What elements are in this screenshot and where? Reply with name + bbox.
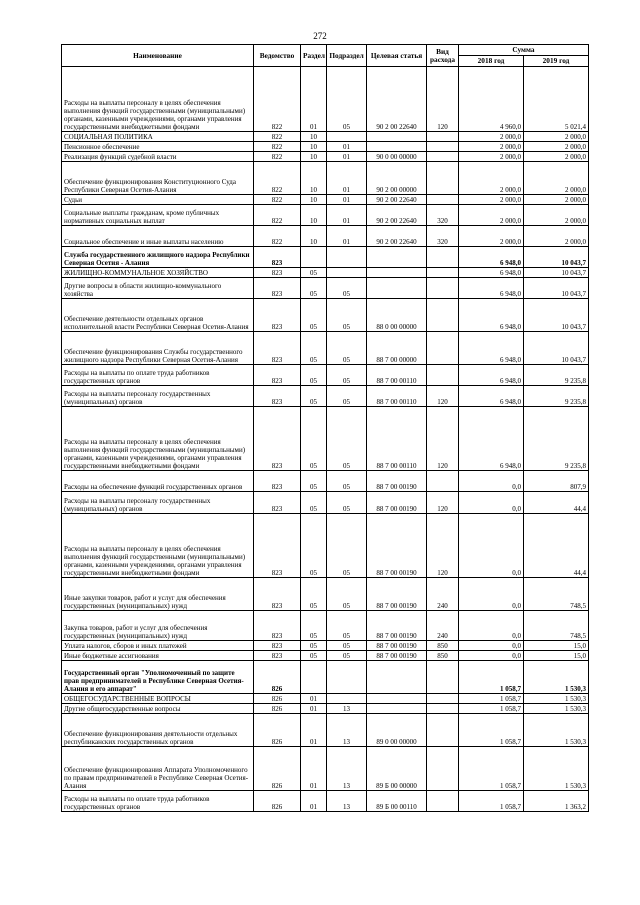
cell-sum-2018: 6 948,0 xyxy=(459,386,524,407)
cell-section: 05 xyxy=(301,365,327,386)
cell-expense-type: 120 xyxy=(427,492,459,514)
cell-sum-2019: 9 235,8 xyxy=(524,386,589,407)
cell-name: Расходы на обеспечение функций государственных органов xyxy=(62,471,254,492)
cell-expense-type xyxy=(427,694,459,704)
cell-section: 05 xyxy=(301,611,327,641)
cell-sum-2019: 2 000,0 xyxy=(524,142,589,152)
cell-sum-2019: 1 530,3 xyxy=(524,704,589,714)
cell-subsection: 05 xyxy=(327,386,367,407)
cell-subsection: 01 xyxy=(327,162,367,195)
table-row xyxy=(62,578,589,611)
cell-sum-2019: 2 000,0 xyxy=(524,195,589,205)
cell-target: 88 7 00 00190 xyxy=(367,611,427,641)
cell-name: Расходы на выплаты персоналу в целях обеспечения выполнения функций государственными (муниципальными) органами, казенными учреждениями, органами управления государственными внебюджетными фондами xyxy=(62,514,254,578)
cell-subsection xyxy=(327,694,367,704)
cell-target: 88 7 00 00110 xyxy=(367,386,427,407)
cell-section: 01 xyxy=(301,747,327,791)
cell-expense-type xyxy=(427,791,459,812)
cell-expense-type: 850 xyxy=(427,651,459,661)
cell-subsection: 05 xyxy=(327,332,367,365)
cell-sum-2018: 2 000,0 xyxy=(459,132,524,142)
cell-sum-2019: 2 000,0 xyxy=(524,162,589,195)
cell-name: Обеспечение функционирования деятельности отдельных республиканских государственных органов xyxy=(62,714,254,747)
cell-name: Социальное обеспечение и иные выплаты населению xyxy=(62,226,254,247)
cell-sum-2019: 10 043,7 xyxy=(524,332,589,365)
cell-dept: 822 xyxy=(254,205,301,226)
cell-section: 10 xyxy=(301,152,327,162)
cell-target: 88 7 00 00110 xyxy=(367,365,427,386)
cell-dept: 826 xyxy=(254,747,301,791)
cell-name: Пенсионное обеспечение xyxy=(62,142,254,152)
table-row xyxy=(62,132,589,142)
cell-target: 90 2 00 00000 xyxy=(367,162,427,195)
cell-subsection: 05 xyxy=(327,578,367,611)
cell-subsection: 01 xyxy=(327,152,367,162)
table-row xyxy=(62,268,589,278)
cell-sum-2018: 0,0 xyxy=(459,651,524,661)
cell-name: Расходы на выплаты по оплате труда работников государственных органов xyxy=(62,365,254,386)
table-row xyxy=(62,142,589,152)
cell-expense-type xyxy=(427,247,459,268)
cell-subsection: 05 xyxy=(327,514,367,578)
cell-sum-2019: 2 000,0 xyxy=(524,226,589,247)
cell-expense-type xyxy=(427,299,459,332)
cell-target: 88 7 00 00190 xyxy=(367,641,427,651)
cell-expense-type: 850 xyxy=(427,641,459,651)
cell-subsection: 05 xyxy=(327,471,367,492)
cell-dept: 823 xyxy=(254,514,301,578)
cell-target: 88 7 00 00000 xyxy=(367,332,427,365)
cell-sum-2018: 2 000,0 xyxy=(459,162,524,195)
cell-expense-type: 120 xyxy=(427,514,459,578)
cell-subsection: 01 xyxy=(327,205,367,226)
cell-sum-2019: 10 043,7 xyxy=(524,268,589,278)
cell-subsection: 05 xyxy=(327,299,367,332)
cell-target: 88 7 00 00190 xyxy=(367,651,427,661)
cell-expense-type xyxy=(427,162,459,195)
cell-section: 01 xyxy=(301,694,327,704)
cell-expense-type xyxy=(427,152,459,162)
cell-section: 01 xyxy=(301,704,327,714)
cell-sum-2018: 0,0 xyxy=(459,611,524,641)
cell-expense-type xyxy=(427,132,459,142)
cell-dept: 826 xyxy=(254,791,301,812)
cell-subsection: 01 xyxy=(327,195,367,205)
cell-sum-2018: 1 058,7 xyxy=(459,747,524,791)
cell-sum-2019: 9 235,8 xyxy=(524,365,589,386)
cell-section: 10 xyxy=(301,162,327,195)
cell-expense-type: 320 xyxy=(427,205,459,226)
cell-dept: 823 xyxy=(254,407,301,471)
cell-section: 10 xyxy=(301,226,327,247)
cell-section: 05 xyxy=(301,578,327,611)
cell-subsection: 05 xyxy=(327,67,367,132)
cell-subsection xyxy=(327,247,367,268)
cell-dept: 826 xyxy=(254,704,301,714)
cell-section: 05 xyxy=(301,514,327,578)
header-subsection: Подраздел xyxy=(327,45,367,67)
cell-target: 89 0 00 00000 xyxy=(367,714,427,747)
cell-target: 89 Б 00 00000 xyxy=(367,747,427,791)
table-row xyxy=(62,195,589,205)
cell-expense-type xyxy=(427,661,459,694)
cell-sum-2018: 6 948,0 xyxy=(459,407,524,471)
cell-name: Иные бюджетные ассигнования xyxy=(62,651,254,661)
table-body xyxy=(62,67,589,812)
cell-name: Иные закупки товаров, работ и услуг для обеспечения государственных (муниципальных) нужд xyxy=(62,578,254,611)
cell-name: Социальные выплаты гражданам, кроме публичных нормативных социальных выплат xyxy=(62,205,254,226)
cell-dept: 823 xyxy=(254,278,301,299)
cell-section: 05 xyxy=(301,278,327,299)
header-expense-type: Вид расхода xyxy=(427,45,459,67)
cell-sum-2019: 2 000,0 xyxy=(524,152,589,162)
cell-sum-2019: 44,4 xyxy=(524,514,589,578)
cell-sum-2018: 6 948,0 xyxy=(459,365,524,386)
cell-sum-2019: 44,4 xyxy=(524,492,589,514)
cell-sum-2018: 6 948,0 xyxy=(459,268,524,278)
cell-section: 05 xyxy=(301,332,327,365)
table-row xyxy=(62,247,589,268)
cell-name: Расходы на выплаты персоналу в целях обеспечения выполнения функций государственными (муниципальными) органами, казенными учреждениями, органами управления государственными внебюджетными фондами xyxy=(62,67,254,132)
cell-sum-2019: 1 363,2 xyxy=(524,791,589,812)
cell-target xyxy=(367,142,427,152)
cell-sum-2019: 807,9 xyxy=(524,471,589,492)
cell-section: 05 xyxy=(301,299,327,332)
cell-section xyxy=(301,661,327,694)
cell-subsection: 01 xyxy=(327,142,367,152)
cell-target: 90 2 00 22640 xyxy=(367,195,427,205)
cell-subsection: 05 xyxy=(327,641,367,651)
cell-dept: 823 xyxy=(254,365,301,386)
cell-sum-2018: 6 948,0 xyxy=(459,332,524,365)
table-row xyxy=(62,67,589,132)
cell-sum-2019: 1 530,3 xyxy=(524,747,589,791)
cell-dept: 822 xyxy=(254,67,301,132)
cell-sum-2019: 748,5 xyxy=(524,611,589,641)
cell-expense-type: 320 xyxy=(427,226,459,247)
cell-section: 01 xyxy=(301,67,327,132)
cell-target: 88 7 00 00110 xyxy=(367,407,427,471)
header-year-2019: 2019 год xyxy=(524,56,589,67)
cell-sum-2018: 1 058,7 xyxy=(459,791,524,812)
cell-subsection: 05 xyxy=(327,651,367,661)
header-target: Целевая статья xyxy=(367,45,427,67)
cell-sum-2018: 0,0 xyxy=(459,514,524,578)
cell-dept: 823 xyxy=(254,611,301,641)
cell-name: Расходы на выплаты персоналу государственных (муниципальных) органов xyxy=(62,386,254,407)
cell-sum-2018: 0,0 xyxy=(459,471,524,492)
cell-dept: 823 xyxy=(254,247,301,268)
cell-expense-type xyxy=(427,747,459,791)
cell-sum-2019: 5 021,4 xyxy=(524,67,589,132)
cell-subsection: 13 xyxy=(327,791,367,812)
cell-dept: 822 xyxy=(254,226,301,247)
table-row xyxy=(62,471,589,492)
cell-section: 01 xyxy=(301,791,327,812)
cell-name: Другие общегосударственные вопросы xyxy=(62,704,254,714)
cell-sum-2018: 2 000,0 xyxy=(459,205,524,226)
cell-dept: 823 xyxy=(254,332,301,365)
table-row xyxy=(62,641,589,651)
table-row xyxy=(62,205,589,226)
cell-dept: 823 xyxy=(254,386,301,407)
cell-target xyxy=(367,661,427,694)
table-row xyxy=(62,365,589,386)
cell-subsection xyxy=(327,132,367,142)
cell-name: Расходы на выплаты персоналу в целях обеспечения выполнения функций государственными (муниципальными) органами, казенными учреждениями, органами управления государственными внебюджетными фондами xyxy=(62,407,254,471)
cell-section: 10 xyxy=(301,205,327,226)
table-row xyxy=(62,694,589,704)
header-dept: Ведомство xyxy=(254,45,301,67)
table-row xyxy=(62,704,589,714)
cell-dept: 823 xyxy=(254,578,301,611)
cell-section: 05 xyxy=(301,651,327,661)
cell-sum-2018: 1 058,7 xyxy=(459,704,524,714)
header-year-2018: 2018 год xyxy=(459,56,524,67)
cell-sum-2019: 2 000,0 xyxy=(524,205,589,226)
budget-table xyxy=(61,44,589,812)
table-row xyxy=(62,332,589,365)
cell-sum-2018: 2 000,0 xyxy=(459,226,524,247)
cell-sum-2019: 748,5 xyxy=(524,578,589,611)
cell-sum-2019: 10 043,7 xyxy=(524,299,589,332)
cell-name: Обеспечение функционирования Службы государственного жилищного надзора Республики Северная Осетия-Алания xyxy=(62,332,254,365)
cell-section: 05 xyxy=(301,641,327,651)
cell-section: 05 xyxy=(301,492,327,514)
cell-target xyxy=(367,278,427,299)
cell-expense-type xyxy=(427,471,459,492)
cell-dept: 823 xyxy=(254,651,301,661)
cell-subsection xyxy=(327,661,367,694)
cell-target: 90 2 00 22640 xyxy=(367,205,427,226)
cell-dept: 826 xyxy=(254,714,301,747)
cell-dept: 826 xyxy=(254,694,301,704)
cell-sum-2019: 9 235,8 xyxy=(524,407,589,471)
table-row xyxy=(62,747,589,791)
cell-section: 10 xyxy=(301,195,327,205)
page-number: 272 xyxy=(313,31,327,41)
cell-sum-2018: 0,0 xyxy=(459,578,524,611)
cell-name: Обеспечение деятельности отдельных органов исполнительной власти Республики Северная Осетия-Алания xyxy=(62,299,254,332)
cell-target: 90 2 00 22640 xyxy=(367,226,427,247)
table-row xyxy=(62,651,589,661)
table-row xyxy=(62,714,589,747)
cell-target xyxy=(367,247,427,268)
cell-name: ОБЩЕГОСУДАРСТВЕННЫЕ ВОПРОСЫ xyxy=(62,694,254,704)
table-row xyxy=(62,514,589,578)
cell-subsection: 13 xyxy=(327,747,367,791)
cell-subsection: 05 xyxy=(327,278,367,299)
cell-section: 05 xyxy=(301,268,327,278)
cell-subsection xyxy=(327,268,367,278)
cell-subsection: 05 xyxy=(327,492,367,514)
cell-section: 05 xyxy=(301,386,327,407)
cell-name: Обеспечение функционирования Конституционного Суда Республики Северная Осетия-Алания xyxy=(62,162,254,195)
cell-sum-2018: 6 948,0 xyxy=(459,278,524,299)
cell-target: 90 2 00 22640 xyxy=(367,67,427,132)
cell-sum-2019: 2 000,0 xyxy=(524,132,589,142)
cell-expense-type xyxy=(427,278,459,299)
cell-name: Обеспечение функционирования Аппарата Уполномоченного по правам предпринимателей в Республике Северная Осетия-Алания xyxy=(62,747,254,791)
header-sum: Сумма xyxy=(459,45,589,56)
cell-target: 88 0 00 00000 xyxy=(367,299,427,332)
cell-sum-2018: 0,0 xyxy=(459,492,524,514)
cell-dept: 823 xyxy=(254,492,301,514)
cell-expense-type: 120 xyxy=(427,407,459,471)
cell-expense-type xyxy=(427,365,459,386)
cell-target xyxy=(367,704,427,714)
cell-target: 88 7 00 00190 xyxy=(367,578,427,611)
cell-dept: 822 xyxy=(254,152,301,162)
cell-target: 88 7 00 00190 xyxy=(367,492,427,514)
cell-name: Судьи xyxy=(62,195,254,205)
cell-sum-2018: 4 960,0 xyxy=(459,67,524,132)
cell-target: 88 7 00 00190 xyxy=(367,471,427,492)
cell-sum-2019: 1 530,3 xyxy=(524,694,589,704)
table-row xyxy=(62,661,589,694)
cell-name: Государственный орган "Уполномоченный по защите прав предпринимателей в Республике Северная Осетия-Алания и его аппарат" xyxy=(62,661,254,694)
cell-sum-2019: 15,0 xyxy=(524,651,589,661)
cell-target xyxy=(367,694,427,704)
cell-subsection: 13 xyxy=(327,704,367,714)
cell-sum-2019: 10 043,7 xyxy=(524,247,589,268)
cell-target: 90 0 00 00000 xyxy=(367,152,427,162)
cell-section: 05 xyxy=(301,471,327,492)
cell-sum-2019: 10 043,7 xyxy=(524,278,589,299)
table-row xyxy=(62,386,589,407)
cell-sum-2018: 1 058,7 xyxy=(459,714,524,747)
table-row xyxy=(62,278,589,299)
cell-subsection: 05 xyxy=(327,611,367,641)
cell-dept: 826 xyxy=(254,661,301,694)
table-row xyxy=(62,152,589,162)
cell-name: Служба государственного жилищного надзора Республики Северная Осетия - Алания xyxy=(62,247,254,268)
cell-expense-type: 240 xyxy=(427,611,459,641)
cell-expense-type xyxy=(427,714,459,747)
cell-sum-2018: 2 000,0 xyxy=(459,152,524,162)
cell-expense-type xyxy=(427,195,459,205)
table-row xyxy=(62,299,589,332)
cell-dept: 822 xyxy=(254,132,301,142)
cell-dept: 823 xyxy=(254,471,301,492)
table-row xyxy=(62,162,589,195)
cell-section: 05 xyxy=(301,407,327,471)
cell-section: 01 xyxy=(301,714,327,747)
cell-name: Другие вопросы в области жилищно-коммунального хозяйства xyxy=(62,278,254,299)
cell-dept: 823 xyxy=(254,299,301,332)
cell-sum-2018: 6 948,0 xyxy=(459,247,524,268)
cell-dept: 822 xyxy=(254,162,301,195)
cell-dept: 823 xyxy=(254,268,301,278)
cell-target: 88 7 00 00190 xyxy=(367,514,427,578)
cell-dept: 822 xyxy=(254,142,301,152)
table-row xyxy=(62,611,589,641)
table-row xyxy=(62,492,589,514)
cell-name: СОЦИАЛЬНАЯ ПОЛИТИКА xyxy=(62,132,254,142)
cell-name: Закупка товаров, работ и услуг для обеспечения государственных (муниципальных) нужд xyxy=(62,611,254,641)
cell-sum-2018: 1 058,7 xyxy=(459,694,524,704)
cell-sum-2018: 1 058,7 xyxy=(459,661,524,694)
cell-sum-2018: 0,0 xyxy=(459,641,524,651)
cell-sum-2018: 2 000,0 xyxy=(459,142,524,152)
cell-target: 89 Б 00 00110 xyxy=(367,791,427,812)
cell-target xyxy=(367,268,427,278)
cell-section: 10 xyxy=(301,132,327,142)
header-section: Раздел xyxy=(301,45,327,67)
cell-name: ЖИЛИЩНО-КОММУНАЛЬНОЕ ХОЗЯЙСТВО xyxy=(62,268,254,278)
cell-subsection: 01 xyxy=(327,226,367,247)
cell-subsection: 13 xyxy=(327,714,367,747)
cell-expense-type xyxy=(427,268,459,278)
cell-expense-type xyxy=(427,704,459,714)
table-row xyxy=(62,226,589,247)
cell-name: Расходы на выплаты персоналу государственных (муниципальных) органов xyxy=(62,492,254,514)
cell-sum-2018: 2 000,0 xyxy=(459,195,524,205)
cell-section xyxy=(301,247,327,268)
cell-expense-type xyxy=(427,142,459,152)
cell-name: Уплата налогов, сборов и иных платежей xyxy=(62,641,254,651)
cell-sum-2018: 6 948,0 xyxy=(459,299,524,332)
cell-name: Реализация функций судебной власти xyxy=(62,152,254,162)
cell-expense-type xyxy=(427,332,459,365)
cell-sum-2019: 15,0 xyxy=(524,641,589,651)
cell-section: 10 xyxy=(301,142,327,152)
cell-sum-2019: 1 530,3 xyxy=(524,661,589,694)
cell-expense-type: 120 xyxy=(427,386,459,407)
cell-dept: 823 xyxy=(254,641,301,651)
table-row xyxy=(62,407,589,471)
cell-expense-type: 120 xyxy=(427,67,459,132)
header-name: Наименование xyxy=(62,45,254,67)
cell-subsection: 05 xyxy=(327,365,367,386)
cell-dept: 822 xyxy=(254,195,301,205)
cell-expense-type: 240 xyxy=(427,578,459,611)
table-row xyxy=(62,791,589,812)
cell-sum-2019: 1 530,3 xyxy=(524,714,589,747)
cell-target xyxy=(367,132,427,142)
cell-name: Расходы на выплаты по оплате труда работников государственных органов xyxy=(62,791,254,812)
cell-subsection: 05 xyxy=(327,407,367,471)
